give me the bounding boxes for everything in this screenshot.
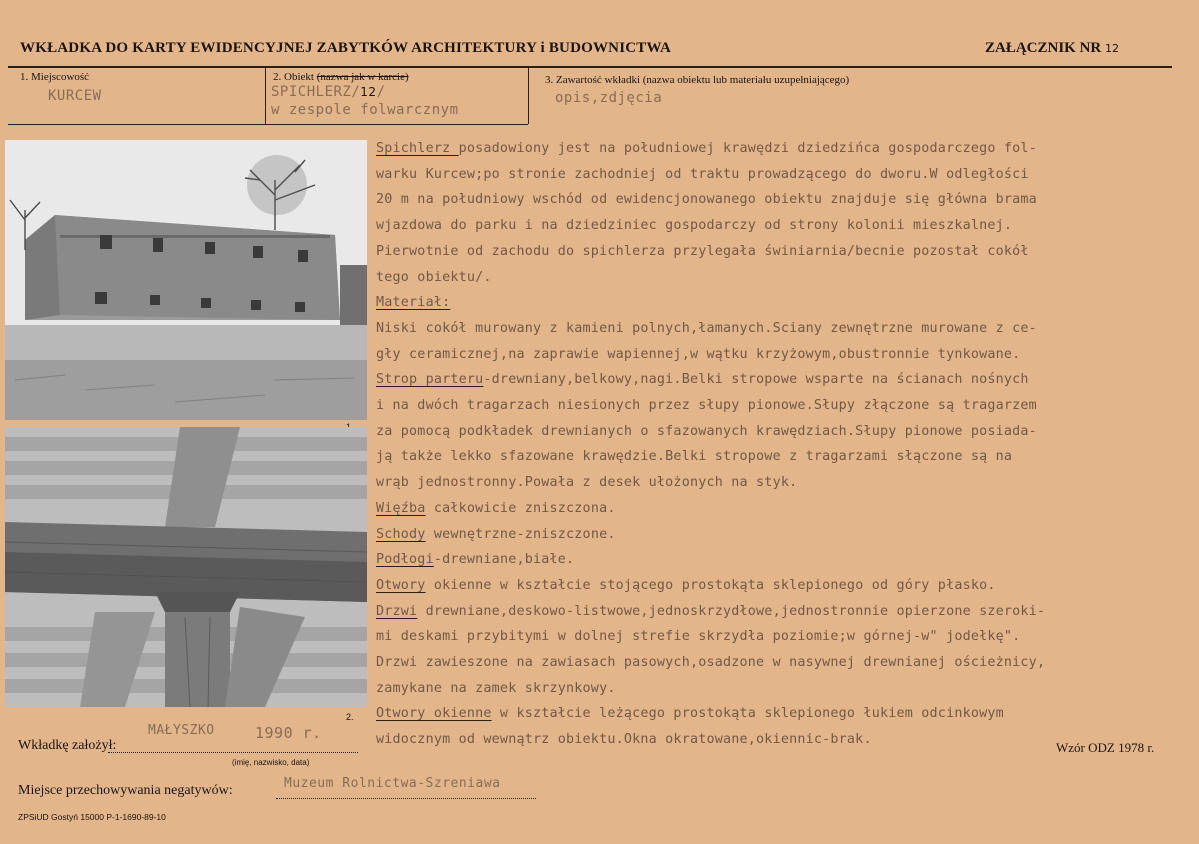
- description-segment: 20 m na południowy wschód od ewidencjonowanego obiektu znajduje się główna brama: [376, 192, 1037, 208]
- description-heading: Drzwi: [376, 603, 418, 619]
- description-segment: wrąb jednostronny.Powała z desek ułożonych na styk.: [376, 475, 798, 491]
- description-line: [376, 213, 1191, 239]
- description-line: [376, 367, 1191, 393]
- photo-ceiling-beams-image: [5, 427, 367, 707]
- description-line: [376, 342, 1191, 368]
- description-line: [376, 496, 1191, 522]
- description-line: [376, 701, 1191, 727]
- description-line: [376, 444, 1191, 470]
- description-segment: widocznym od wewnątrz obiektu.Okna okratowane,okiennic-brak.: [376, 732, 872, 748]
- description-segment: -drewniane,białe.: [433, 552, 575, 568]
- locality-value: KURCEW: [48, 88, 102, 104]
- object-value-context: w zespole folwarcznym: [271, 102, 459, 118]
- description-heading: Otwory: [376, 577, 426, 593]
- object-value-name: SPICHLERZ/: [271, 84, 361, 100]
- description-line: [376, 239, 1191, 265]
- author-year: 1990 r.: [255, 724, 322, 742]
- object-value-number: 12: [360, 85, 377, 99]
- field-divider-1: [265, 66, 266, 124]
- object-value: [271, 83, 459, 119]
- object-label: [273, 71, 409, 83]
- description-segment: Pierwotnie od zachodu do spichlerza przylegała świniarnia/becnie pozostał cokół: [376, 243, 1029, 259]
- description-segment: gły ceramicznej,na zaprawie wapiennej,w wątku krzyżowym,obustronnie tynkowane.: [376, 346, 1021, 362]
- form-title: WKŁADKA DO KARTY EWIDENCYJNEJ ZABYTKÓW ARCHITEKTURY i BUDOWNICTWA: [20, 40, 672, 56]
- description-line: [376, 419, 1191, 445]
- description-line: [376, 522, 1191, 548]
- print-info: ZPSiUD Gostyń 15000 P-1-1690-89-10: [18, 812, 166, 822]
- description-segment: i na dwóch tragarzach niesionych przez słupy pionowe.Słupy złączone są tragarzem: [376, 398, 1037, 414]
- description-heading: Materiał:: [376, 295, 451, 311]
- description-line: [376, 316, 1191, 342]
- description-line: [376, 265, 1191, 291]
- description-heading: Schody: [376, 526, 426, 542]
- photo-granary-exterior: [5, 140, 367, 420]
- annex-number: 12: [1105, 42, 1120, 55]
- photo-granary-exterior-image: [5, 140, 367, 420]
- field-divider-2: [528, 66, 529, 124]
- description-heading: Podłogi: [376, 552, 434, 568]
- description-line: [376, 136, 1191, 162]
- description-segment: zamykane na zamek skrzynkowy.: [376, 680, 616, 696]
- description-segment: za pomocą podkładek drewnianych o sfazowanych krawędziach.Słupy pionowe posiada-: [376, 423, 1037, 439]
- content-value: opis,zdjęcia: [555, 90, 663, 106]
- description-heading: Więźba: [376, 500, 426, 516]
- description-segment: w kształcie leżącego prostokąta sklepionego łukiem odcinkowym: [491, 706, 1004, 722]
- object-label-prefix: 2. Obiekt: [273, 71, 317, 83]
- description-segment: wjazdowa do parku i na dziedziniec gospodarczy od strony kolonii mieszkalnej.: [376, 218, 1013, 234]
- negatives-value: Muzeum Rolnictwa-Szreniawa: [284, 776, 501, 791]
- description-segment: tego obiektu/.: [376, 269, 492, 285]
- annex-label-text: ZAŁĄCZNIK NR: [985, 40, 1102, 56]
- photo-ceiling-beams: [5, 427, 367, 707]
- description-line: [376, 187, 1191, 213]
- description-segment: Drzwi zawieszone na zawiasach pasowych,osadzone w nasywnej drewnianej ościeżnicy,: [376, 655, 1046, 671]
- photo-2-number: 2.: [346, 712, 354, 722]
- annex-label: [985, 40, 1119, 57]
- description-heading: Spichlerz: [376, 141, 459, 156]
- description-heading: Strop parteru: [376, 372, 484, 388]
- content-label: 3. Zawartość wkładki (nazwa obiektu lub materiału uzupełniającego): [545, 74, 850, 86]
- description-segment: wewnętrzne-zniszczone.: [425, 526, 616, 542]
- object-label-struck: (nazwa jak w karcie): [316, 71, 409, 83]
- negatives-line: [276, 798, 536, 799]
- negatives-label: Miejsce przechowywania negatywów:: [18, 783, 233, 798]
- description-segment: mi deskami przybitymi w dolnej strefie skrzydła poziomie;w górnej-w" jodełkę".: [376, 629, 1021, 645]
- description-segment: ją także lekko sfazowane krawędzie.Belki stropowe z tragarzami słączone są na: [376, 449, 1013, 465]
- description-line: [376, 650, 1191, 676]
- author-line: [108, 752, 358, 753]
- description-segment: Niski cokół murowany z kamieni polnych,łamanych.Sciany zewnętrzne murowane z ce-: [376, 320, 1037, 336]
- description-line: [376, 676, 1191, 702]
- description-segment: warku Kurcew;po stronie zachodniej od traktu prowadzącego do dworu.W odległości: [376, 166, 1029, 182]
- author-value: MAŁYSZKO: [148, 723, 215, 738]
- description-line: [376, 162, 1191, 188]
- author-label: Wkładkę założył:: [18, 738, 117, 753]
- locality-label: 1. Miejscowość: [20, 71, 90, 83]
- description-segment: drewniane,deskowo-listwowe,jednoskrzydłowe,jednostronnie opierzone szeroki-: [417, 603, 1046, 619]
- description-line: [376, 470, 1191, 496]
- description-line: [376, 624, 1191, 650]
- description-line: [376, 547, 1191, 573]
- description-segment: okienne w kształcie stojącego prostokąta sklepionego od góry płasko.: [425, 577, 996, 593]
- description-line: [376, 573, 1191, 599]
- description-text: [376, 136, 1191, 753]
- description-segment: całkowicie zniszczona.: [425, 500, 616, 516]
- header-rule: [8, 66, 1172, 68]
- field-bottom-rule: [8, 124, 528, 125]
- form-version: Wzór ODZ 1978 r.: [1056, 740, 1155, 755]
- description-segment: posadowiony jest na południowej krawędzi dziedzińca gospodarczego fol-: [458, 141, 1037, 156]
- description-line: [376, 290, 1191, 316]
- description-segment: -drewniany,belkowy,nagi.Belki stropowe wsparte na ścianach nośnych: [483, 372, 1029, 388]
- object-value-slash: /: [376, 84, 386, 100]
- description-line: [376, 599, 1191, 625]
- description-heading: Otwory okienne: [376, 706, 492, 722]
- author-hint: (imię, nazwisko, data): [232, 758, 310, 767]
- description-line: [376, 393, 1191, 419]
